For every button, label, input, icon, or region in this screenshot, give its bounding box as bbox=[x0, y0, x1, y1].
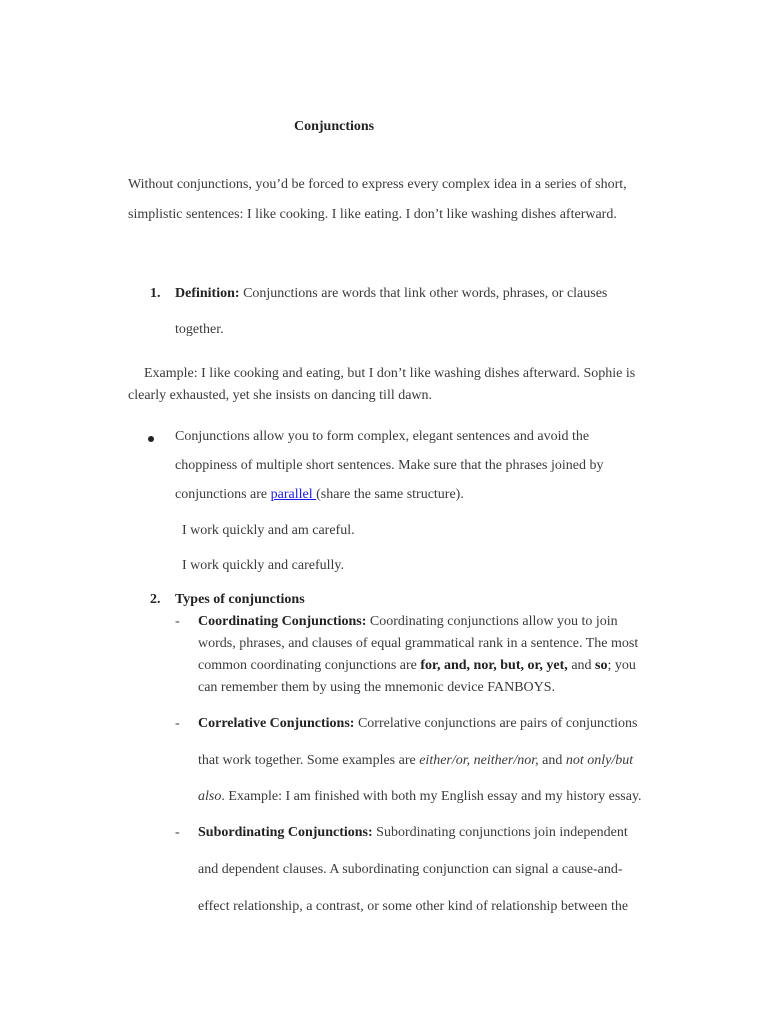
page-title: Conjunctions bbox=[294, 119, 375, 134]
bullet-line-2: choppiness of multiple short sentences. Make sure that the phrases joined by bbox=[175, 458, 604, 473]
correlative-line-2: that work together. Some examples are either/or, neither/nor, and not only/but bbox=[198, 753, 634, 768]
parallel-example-1: I work quickly and am careful. bbox=[182, 523, 355, 538]
coordinating-line-4: can remember them by using the mnemonic device FANBOYS. bbox=[198, 680, 556, 695]
coordinating-label: Coordinating Conjunctions: bbox=[198, 614, 367, 629]
subordinating-dash: - bbox=[175, 825, 180, 840]
coordinating-line-1: Coordinating Conjunctions: Coordinating conjunctions allow you to join bbox=[198, 614, 618, 629]
correlative-line-1: Correlative Conjunctions: Correlative conjunctions are pairs of conjunctions bbox=[198, 716, 638, 731]
coordinating-dash: - bbox=[175, 614, 180, 629]
definition-label: Definition: bbox=[175, 286, 240, 301]
correlative-line-3: also. Example: I am finished with both my English essay and my history essay. bbox=[198, 789, 642, 804]
intro-line-1: Without conjunctions, you’d be forced to express every complex idea in a series of short, bbox=[128, 177, 627, 192]
bullet-line-3: conjunctions are parallel (share the same structure). bbox=[175, 487, 464, 502]
parallel-link[interactable]: parallel bbox=[270, 487, 317, 502]
subordinating-line-3: effect relationship, a contrast, or some other kind of relationship between the bbox=[198, 899, 629, 914]
example-line-1: Example: I like cooking and eating, but I don’t like washing dishes afterward. Sophie is bbox=[144, 366, 636, 381]
bullet-dot bbox=[148, 436, 154, 442]
definition-number: 1. bbox=[150, 286, 161, 301]
correlative-dash: - bbox=[175, 716, 180, 731]
coordinating-line-3: common coordinating conjunctions are for, and, nor, but, or, yet, and so; you bbox=[198, 658, 636, 673]
subordinating-line-1: Subordinating Conjunctions: Subordinating conjunctions join independent bbox=[198, 825, 628, 840]
example-line-2: clearly exhausted, yet she insists on dancing till dawn. bbox=[128, 388, 433, 403]
definition-line-2: together. bbox=[175, 322, 224, 337]
coordinating-line-2: words, phrases, and clauses of equal grammatical rank in a sentence. The most bbox=[198, 636, 639, 651]
correlative-label: Correlative Conjunctions: bbox=[198, 716, 355, 731]
subordinating-label: Subordinating Conjunctions: bbox=[198, 825, 373, 840]
bullet-line-1: Conjunctions allow you to form complex, elegant sentences and avoid the bbox=[175, 429, 590, 444]
types-number: 2. bbox=[150, 592, 161, 607]
types-heading: Types of conjunctions bbox=[175, 592, 305, 607]
subordinating-line-2: and dependent clauses. A subordinating conjunction can signal a cause-and- bbox=[198, 862, 623, 877]
definition-line-1: Definition: Conjunctions are words that link other words, phrases, or clauses bbox=[175, 286, 608, 301]
parallel-example-2: I work quickly and carefully. bbox=[182, 558, 344, 573]
intro-line-2: simplistic sentences: I like cooking. I like eating. I don’t like washing dishes afterward. bbox=[128, 207, 617, 222]
